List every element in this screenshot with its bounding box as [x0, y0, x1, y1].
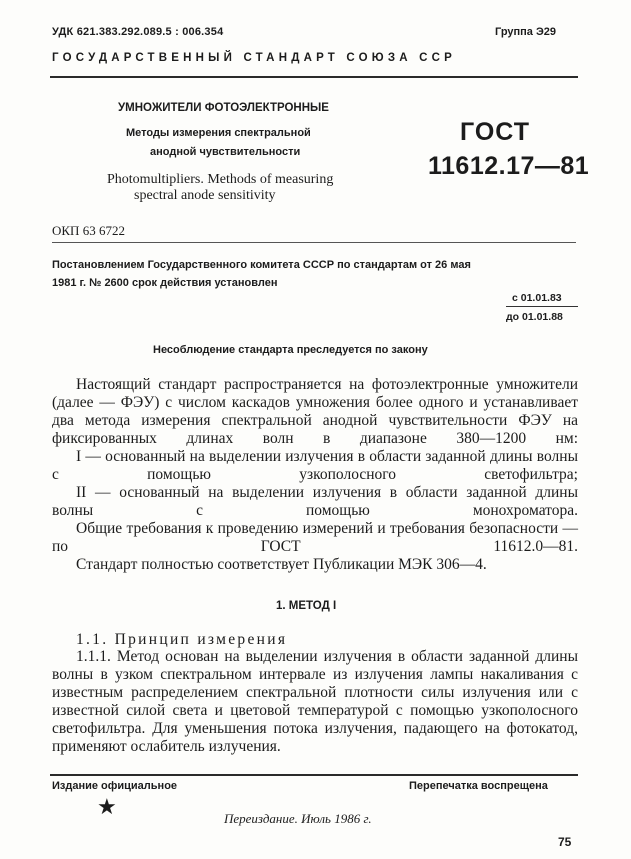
top-rule: [50, 76, 578, 78]
method-i-item: I — основанный на выделении излучения в области заданной длины волны с помощью узкополосного светофильтра;: [52, 448, 578, 483]
gost-label: ГОСТ: [460, 118, 530, 146]
clause-1-1-1: 1.1.1. Метод основан на выделении излучения в области заданной длины волны в узком спектральном интервале из излучения лампы накаливания с известным распределением спектральной плотности силы излучения или с известной силой света и цветовой температурой с помощью узкополосного светофильтра. Для уменьшения потока излучения, падающего на фотокатод, применяют ослабитель излучения.: [52, 648, 578, 755]
star-icon: ★: [97, 794, 117, 819]
standard-title-en-line1: Photomultipliers. Methods of measuring: [107, 172, 334, 187]
standard-subtitle-ru-line2: анодной чувствительности: [150, 146, 301, 158]
bottom-rule: [50, 774, 578, 776]
law-notice: Несоблюдение стандарта преследуется по закону: [153, 344, 428, 356]
section-title: 1. МЕТОД I: [276, 600, 337, 612]
page-number: 75: [558, 835, 572, 849]
intro-text: [52, 376, 578, 574]
general-requirements-paragraph: Общие требования к проведению измерений и требования безопасности — по ГОСТ 11612.0—81.: [52, 520, 578, 555]
udc-code: УДК 621.383.292.089.5 : 006.354: [52, 26, 224, 38]
standard-title-en-line2: spectral anode sensitivity: [134, 188, 276, 203]
standard-subtitle-ru-line1: Методы измерения спектральной: [126, 127, 311, 139]
validity-rule: [506, 306, 578, 307]
state-standard-banner: ГОСУДАРСТВЕННЫЙ СТАНДАРТ СОЮЗА ССР: [52, 52, 457, 64]
official-edition-label: Издание официальное: [52, 780, 178, 792]
validity-start: с 01.01.83: [512, 292, 562, 304]
reissue-note: Переиздание. Июль 1986 г.: [224, 811, 372, 826]
okp-code: ОКП 63 6722: [52, 223, 125, 238]
subsection-body: [52, 648, 578, 756]
iec-compliance-paragraph: Стандарт полностью соответствует Публикации МЭК 306—4.: [76, 556, 487, 573]
validity-end: до 01.01.88: [506, 311, 563, 323]
method-ii-item: II — основанный на выделении излучения в области заданной длины волны с помощью монохроматора.: [52, 484, 578, 519]
decree-line2: 1981 г. № 2600 срок действия установлен: [52, 277, 278, 289]
gost-number: 11612.17—81: [428, 152, 590, 180]
subsection-heading: 1.1. Принцип измерения: [76, 631, 288, 648]
reprint-prohibited-label: Перепечатка воспрещена: [409, 780, 548, 792]
group-code: Группа Э29: [495, 26, 557, 38]
standard-title-ru: УМНОЖИТЕЛИ ФОТОЭЛЕКТРОННЫЕ: [118, 102, 329, 114]
intro-paragraph: Настоящий стандарт распространяется на фотоэлектронные умножители (далее — ФЭУ) с числом каскадов умножения более одного и устанавливает два метода измерения спектральной анодной чувствительности ФЭУ на фиксированных длинах волн в диапазоне 380—1200 нм:: [52, 376, 578, 447]
decree-line1: Постановлением Государственного комитета СССР по стандартам от 26 мая: [52, 259, 471, 271]
okp-rule: [52, 242, 576, 243]
